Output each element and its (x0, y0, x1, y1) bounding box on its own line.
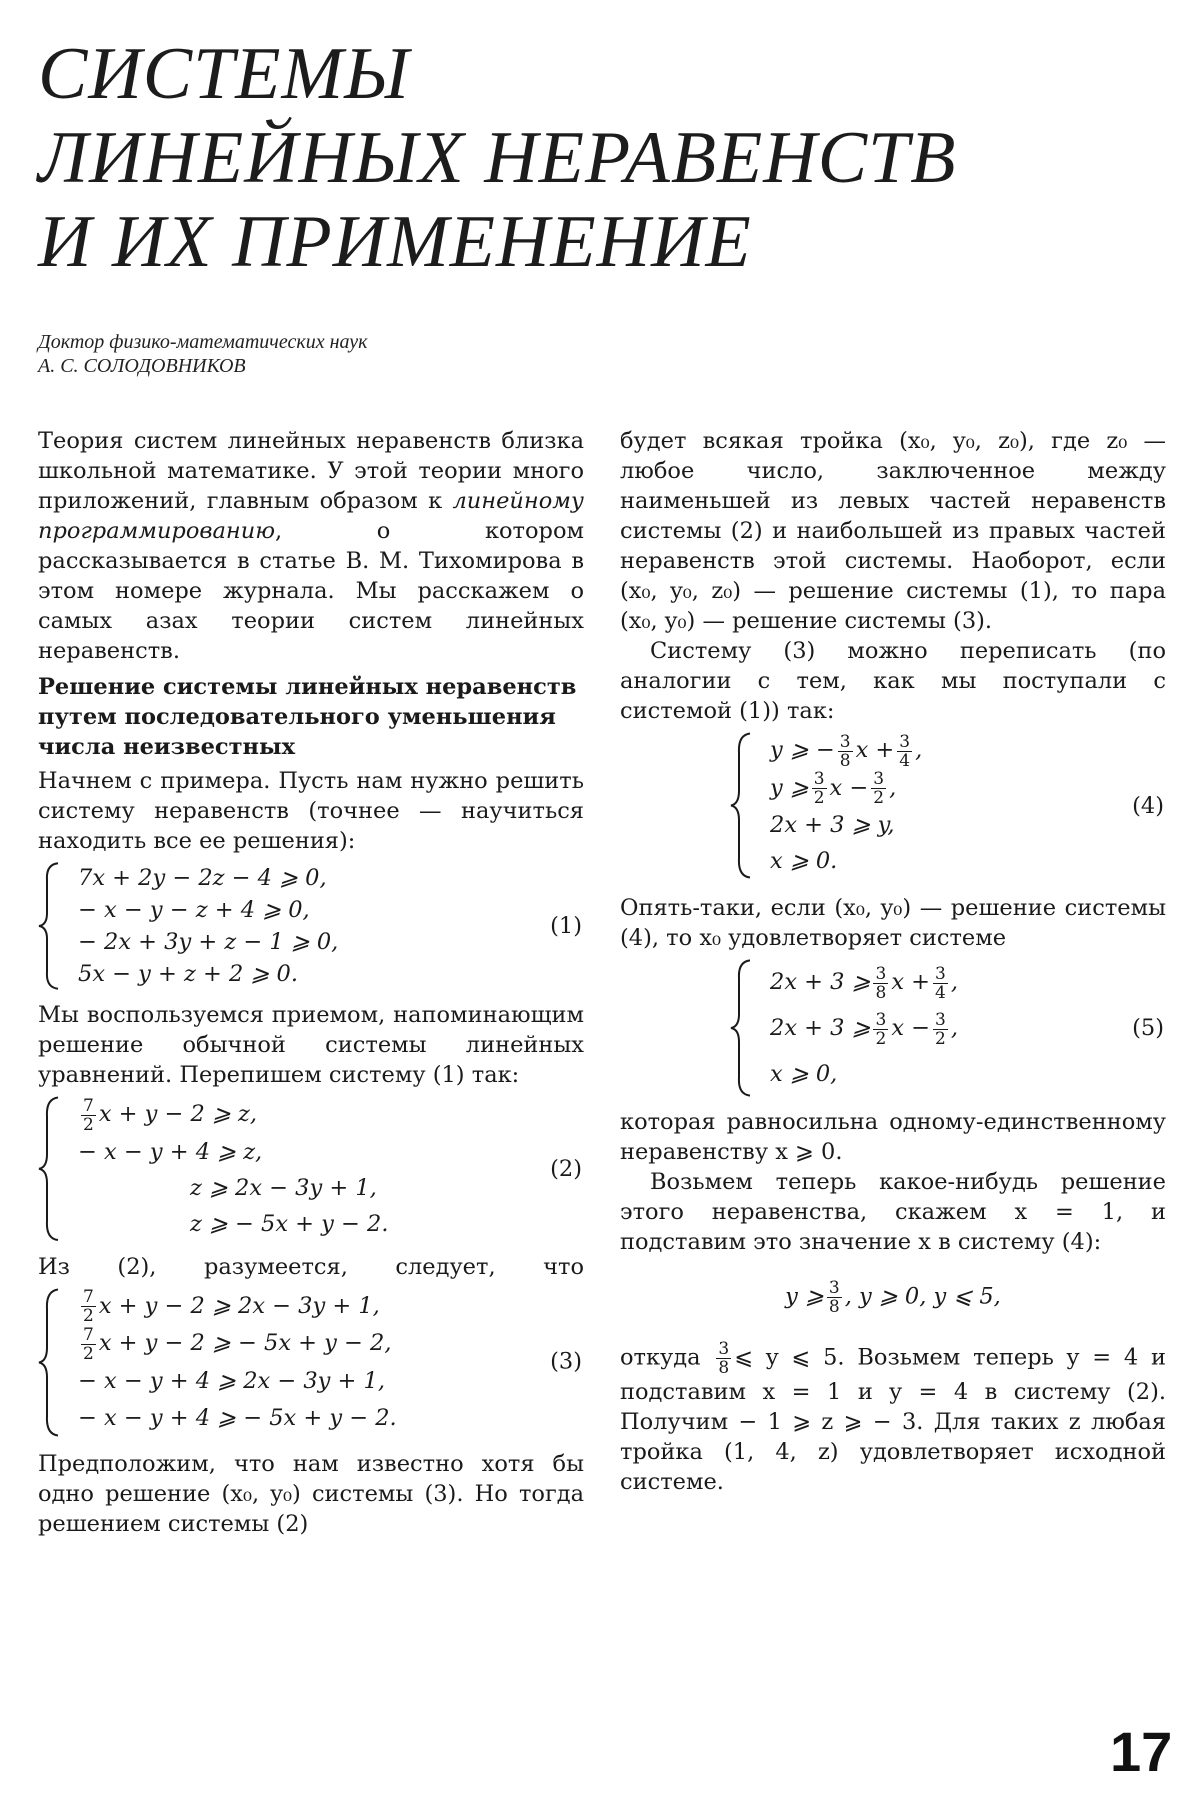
system-4-text: x − (829, 774, 869, 801)
equation-number: (2) (550, 1155, 582, 1182)
brace-icon (38, 1288, 60, 1437)
conclusion-text: ⩽ y ⩽ 5. Возьмем теперь y = 4 и подставим x = 1 и y = 4 в систему (2). Получим − 1 ⩾ z ⩾ − 3. Для таких z любая тройка (1, 4, z) удовлетворяет исходной системе. (620, 1344, 1167, 1495)
brace-icon (730, 732, 752, 879)
fraction-bottom: 2 (935, 1028, 946, 1049)
fraction-bottom: 2 (813, 788, 825, 808)
assumption-paragraph: Предположим, что нам известно хотя бы одно решение (x₀, y₀) системы (3). Но тогда решением системы (2) (38, 1450, 584, 1537)
fraction (873, 965, 888, 1002)
system-4-text: y ⩾ (770, 774, 809, 801)
example-paragraph: Начнем с примера. Пусть нам нужно решить систему неравенств (точнее — научиться находить все ее решения): (38, 768, 584, 854)
fraction-top: 3 (828, 1278, 840, 1298)
author-name: А. С. СОЛОДОВНИКОВ (38, 355, 246, 377)
system-5-text: 2x + 3 ⩾ (770, 969, 871, 995)
brace-icon (38, 862, 60, 990)
fraction-top: 3 (899, 731, 911, 752)
fraction-bottom: 2 (873, 788, 885, 808)
fraction (838, 733, 853, 770)
substitute-paragraph: Возьмем теперь какое-нибудь решение этого неравенства, скажем x = 1, и подставим это значение x в систему (4): (620, 1169, 1166, 1255)
intro-text-b: , о котором рассказывается в статье В. М. Тихомирова в этом номере журнала. Мы расскажем о самых азах теории систем линейных неравенств. (38, 518, 584, 664)
left-column (38, 426, 584, 1539)
fraction-bottom: 8 (875, 982, 887, 1003)
fraction-top: 3 (935, 963, 946, 984)
section-heading: Решение системы линейных неравенств путем последовательного уменьшения числа неизвестных (38, 674, 577, 760)
fraction (81, 1326, 96, 1363)
fraction-top: 3 (718, 1339, 730, 1359)
triple-paragraph: будет всякая тройка (x₀, y₀, z₀), где z₀ — любое число, заключенное между наименьшей из левых частей неравенств системы (2) и наибольшей из правых частей неравенств этой системы. Наоборот, если (x₀, y₀, z₀) — решение системы (1), то пара (x₀, y₀) — решение системы (3). (620, 428, 1166, 634)
system-3-line: − x − y + 4 ⩾ − 5x + y − 2. (78, 1404, 397, 1431)
intro-paragraph (38, 426, 584, 666)
system-1-line: 7x + 2y − 2z − 4 ⩾ 0, (78, 865, 327, 891)
equation-number: (3) (550, 1348, 582, 1375)
fraction-top: 3 (813, 769, 825, 789)
fraction-bottom: 4 (899, 750, 911, 771)
system-2-line (78, 1096, 584, 1134)
system-2-line: z ⩾ 2x − 3y + 1, (190, 1174, 377, 1201)
fraction (812, 770, 827, 807)
system-4-line: y ⩾ $\frac{3}{2}$ x − $\frac{3}{2}$ , (770, 769, 897, 808)
byline (38, 330, 367, 378)
author-degree: Доктор физико-математических наук (38, 331, 368, 353)
fraction-bottom: 4 (935, 982, 946, 1003)
system-1-line: − x − y − z + 4 ⩾ 0, (78, 897, 310, 923)
fraction-bottom: 2 (875, 1028, 887, 1049)
system-4-text: y ⩾ − (770, 737, 835, 763)
intro-text-a: Теория систем линейных неравенств близка школьной математике. У этой теории много приложений, главным образом к (38, 428, 584, 514)
fraction (933, 1011, 948, 1048)
system-3-text: x + y − 2 ⩾ − 5x + y − 2, (98, 1330, 392, 1356)
fraction (897, 733, 912, 770)
fraction (871, 770, 886, 807)
fraction-top: 3 (935, 1009, 946, 1030)
system-2 (38, 1096, 584, 1242)
equation-number: (1) (550, 913, 582, 939)
fraction (873, 1011, 888, 1048)
inequality-text: , y ⩾ 0, y ⩽ 5, (844, 1283, 1001, 1310)
system-5-text: x − (891, 1015, 931, 1041)
system-1 (38, 862, 584, 990)
fraction (716, 1340, 731, 1377)
fraction (933, 965, 948, 1002)
again-paragraph: Опять-таки, если (x₀, y₀) — решение системы (4), то x₀ удовлетворяет системе (620, 895, 1166, 951)
fraction-top: 3 (875, 963, 887, 984)
title-line-3: И ИХ ПРИМЕНЕНИЕ (38, 201, 752, 283)
fraction-top: 3 (839, 731, 851, 752)
fraction-top: 7 (83, 1287, 94, 1307)
fraction (81, 1097, 96, 1134)
system-3-line (78, 1288, 584, 1326)
system-4-line: y ⩾ − $\frac{3}{8}$ x + $\frac{3}{4}$ , (770, 731, 923, 771)
fraction (827, 1279, 842, 1316)
system-5-text: 2x + 3 ⩾ (770, 1015, 871, 1041)
method-paragraph: Мы воспользуемся приемом, напоминающим решение обычной системы линейных уравнений. Перепишем систему (1) так: (38, 1002, 584, 1088)
inequality-line (620, 1279, 1166, 1316)
system-1-line: − 2x + 3y + z − 1 ⩾ 0, (78, 929, 339, 955)
equation-number: (5) (1132, 1015, 1164, 1041)
system-4-text: x + (855, 737, 895, 763)
page-number: 17 (1110, 1720, 1173, 1783)
article-title (38, 32, 1118, 284)
system-1-line: 5x − y + z + 2 ⩾ 0. (78, 961, 298, 987)
consequence-paragraph: Из (2), разумеется, следует, что (38, 1253, 584, 1280)
equation-number: (4) (1132, 792, 1164, 819)
conclusion-paragraph (620, 1340, 1166, 1497)
system-4 (730, 732, 1166, 879)
title-line-1: СИСТЕМЫ (38, 33, 410, 115)
system-5-line: 2x + 3 ⩾ $\frac{3}{8}$ x + $\frac{3}{4}$ , (770, 963, 958, 1003)
fraction-top: 3 (873, 769, 885, 789)
right-column (620, 426, 1166, 1497)
system-2-line: z ⩾ − 5x + y − 2. (190, 1210, 389, 1237)
fraction-bottom: 8 (839, 750, 851, 771)
brace-icon (38, 1096, 60, 1242)
system-4-line: 2x + 3 ⩾ y, (770, 812, 895, 838)
fraction-top: 7 (83, 1324, 94, 1345)
equivalent-paragraph: которая равносильна одному-единственному неравенству x ⩾ 0. (620, 1109, 1166, 1165)
system-4-line: x ⩾ 0. (770, 848, 838, 874)
fraction-top: 3 (875, 1009, 887, 1030)
system-5-line: x ⩾ 0, (770, 1061, 838, 1087)
fraction-bottom: 8 (828, 1297, 840, 1317)
fraction (81, 1288, 96, 1325)
system-2-text: x + y − 2 ⩾ z, (98, 1101, 258, 1127)
title-line-2: ЛИНЕЙНЫХ НЕРАВЕНСТВ (38, 117, 957, 199)
brace-icon (730, 959, 752, 1097)
inequality-text: y ⩾ (785, 1283, 824, 1310)
system-3 (38, 1288, 584, 1437)
fraction-bottom: 2 (83, 1114, 94, 1135)
system-5-line: 2x + 3 ⩾ $\frac{3}{2}$ x − $\frac{3}{2}$ , (770, 1009, 958, 1049)
system-5 (730, 959, 1166, 1097)
system-3-line (78, 1325, 584, 1363)
intro-emphasis: линейному программированию (38, 488, 584, 544)
system-3-line: − x − y + 4 ⩾ 2x − 3y + 1, (78, 1367, 386, 1394)
fraction-bottom: 2 (83, 1306, 94, 1326)
fraction-top: 7 (83, 1095, 94, 1116)
system-5-text: x + (891, 969, 931, 995)
fraction-bottom: 8 (718, 1358, 730, 1378)
system-3-text: x + y − 2 ⩾ 2x − 3y + 1, (98, 1292, 380, 1319)
conclusion-text: откуда (620, 1344, 701, 1371)
fraction-bottom: 2 (83, 1343, 94, 1364)
rewrite-paragraph: Систему (3) можно переписать (по аналогии с тем, как мы поступали с системой (1)) так: (620, 638, 1166, 724)
system-2-line: − x − y + 4 ⩾ z, (78, 1138, 263, 1165)
